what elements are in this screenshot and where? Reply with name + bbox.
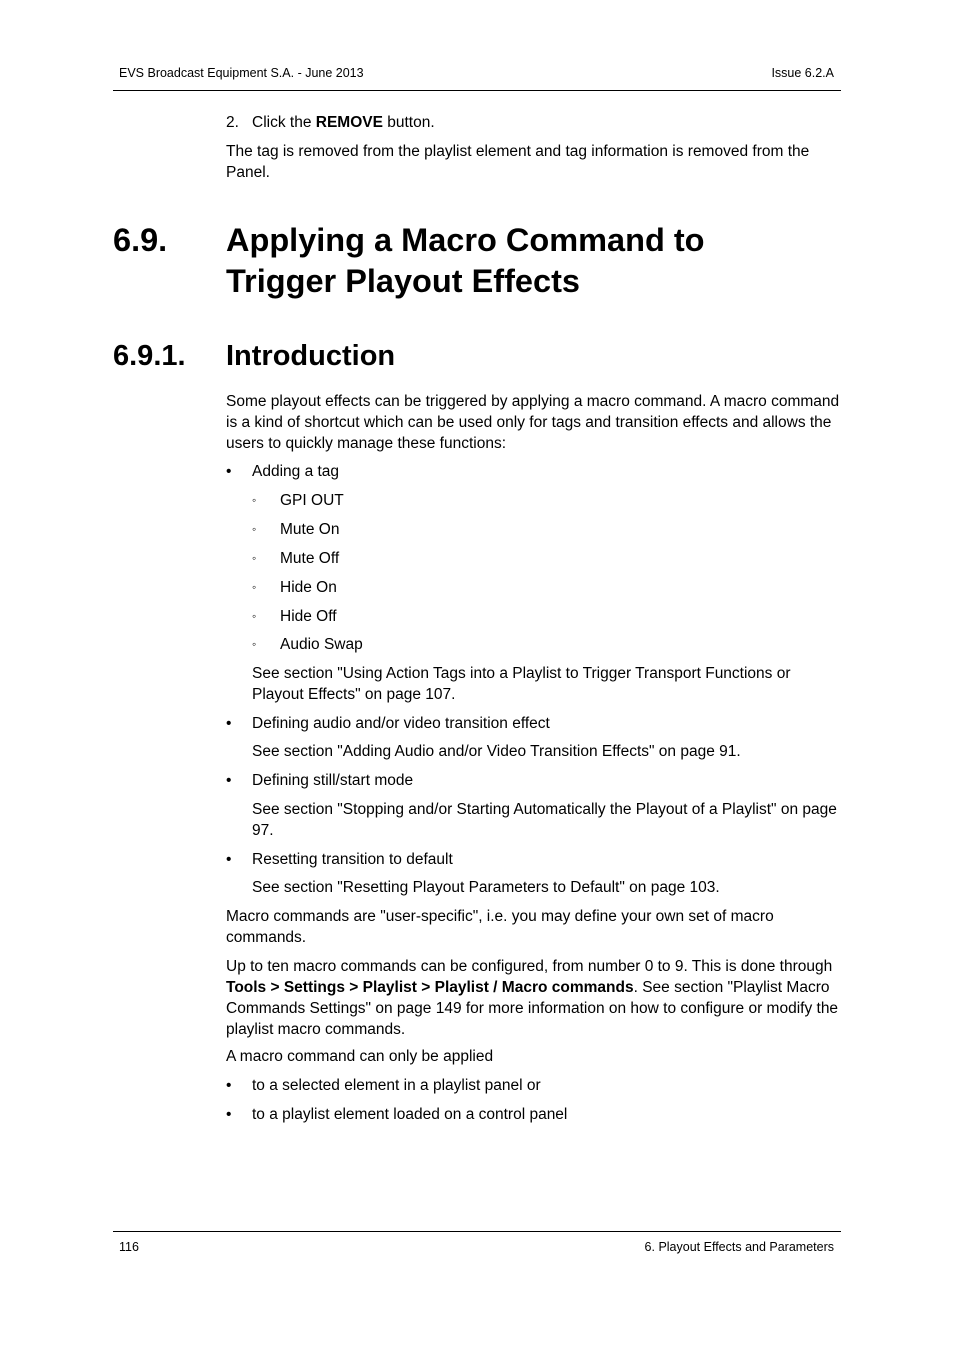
applied-item-playlist-panel: to a selected element in a playlist panel or bbox=[252, 1077, 541, 1094]
applied-paragraph: A macro command can only be applied bbox=[226, 1048, 494, 1065]
sub-item-mute-off: Mute Off bbox=[280, 550, 340, 567]
sub-item-mute-on: Mute On bbox=[280, 521, 340, 538]
header-issue: Issue 6.2.A bbox=[771, 66, 834, 80]
sub-bullet-marker: ◦ bbox=[252, 551, 257, 565]
section-title: Applying a Macro Command to Trigger Playout Effects bbox=[226, 222, 705, 299]
bullet-marker: • bbox=[226, 772, 232, 789]
bullet-marker: • bbox=[226, 715, 232, 732]
see-section-reset: See section "Resetting Playout Parameters to Default" on page 103. bbox=[252, 879, 720, 896]
intro-paragraph: Some playout effects can be triggered by applying a macro command. A macro command is a kind of shortcut which can be used only for tags and transition effects and allows the users to quickly manage these functions: bbox=[226, 393, 840, 452]
bullet-transition-effect: Defining audio and/or video transition effect bbox=[252, 715, 550, 732]
bullet-marker: • bbox=[226, 851, 232, 868]
menu-path: Tools > Settings > Playlist > Playlist / Macro commands bbox=[226, 979, 634, 996]
step-text: Click the REMOVE button. bbox=[252, 114, 435, 131]
bullet-marker: • bbox=[226, 463, 232, 480]
page-header bbox=[113, 65, 841, 91]
config-paragraph: Up to ten macro commands can be configured, from number 0 to 9. This is done through Tools > Settings > Playlist > Playlist / Macro commands. See section "Playlist Macro Commands Settings" on page 149 for more information on how to configure or modify the playlist macro commands. bbox=[226, 958, 839, 1038]
bullet-reset-transition: Resetting transition to default bbox=[252, 851, 453, 868]
page-number: 116 bbox=[119, 1240, 139, 1254]
subsection-title: Introduction bbox=[226, 340, 396, 372]
see-section-transition: See section "Adding Audio and/or Video Transition Effects" on page 91. bbox=[252, 743, 741, 760]
header-company-date: EVS Broadcast Equipment S.A. - June 2013 bbox=[119, 66, 364, 80]
sub-item-gpi-out: GPI OUT bbox=[280, 492, 344, 509]
bullet-marker: • bbox=[226, 1077, 232, 1094]
sub-bullet-marker: ◦ bbox=[252, 637, 257, 651]
user-specific-paragraph: Macro commands are "user-specific", i.e. you may define your own set of macro commands. bbox=[226, 908, 774, 946]
section-number: 6.9. bbox=[113, 222, 168, 258]
step-result: The tag is removed from the playlist element and tag information is removed from the Panel. bbox=[226, 143, 810, 181]
sub-bullet-marker: ◦ bbox=[252, 493, 257, 507]
sub-item-audio-swap: Audio Swap bbox=[280, 636, 363, 653]
bullet-adding-tag: Adding a tag bbox=[252, 463, 340, 480]
subsection-number: 6.9.1. bbox=[113, 340, 186, 372]
remove-button-label: REMOVE bbox=[315, 114, 383, 131]
step-number: 2. bbox=[226, 114, 239, 131]
see-section-action-tags: See section "Using Action Tags into a Playlist to Trigger Transport Functions or Playout Effects" on page 107. bbox=[252, 665, 791, 703]
applied-item-control-panel: to a playlist element loaded on a control panel bbox=[252, 1106, 568, 1123]
sub-bullet-marker: ◦ bbox=[252, 580, 257, 594]
sub-bullet-marker: ◦ bbox=[252, 609, 257, 623]
sub-bullet-marker: ◦ bbox=[252, 522, 257, 536]
sub-item-hide-on: Hide On bbox=[280, 579, 337, 596]
page-footer bbox=[113, 1231, 841, 1254]
bullet-still-start-mode: Defining still/start mode bbox=[252, 772, 414, 789]
see-section-still-start: See section "Stopping and/or Starting Automatically the Playout of a Playlist" on page 97. bbox=[252, 801, 837, 839]
footer-chapter: 6. Playout Effects and Parameters bbox=[644, 1240, 834, 1254]
sub-item-hide-off: Hide Off bbox=[280, 608, 337, 625]
bullet-marker: • bbox=[226, 1106, 232, 1123]
